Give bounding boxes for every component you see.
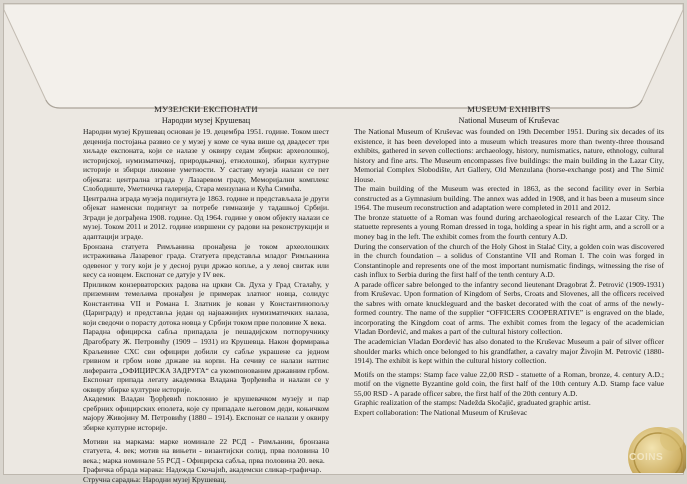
english-paragraph: The academician Vladan Đorđević has also donated to the Kruševac Museum a pair of silver officer shoulder marks which once belonged to his grandfather, a cavalry major Živojin M. Petrović (1880-1914). The exhibit is kept within the cultural history collection. [354, 337, 664, 366]
english-paragraph: The main building of the Museum was erected in 1863, as the second facility ever in Serbia constructed as a Gymnasium building. The annex was added in 1908, and it has been a museum since 1964. The museum reconstruction and adaptation were completed in 2011 and 2012. [354, 184, 664, 213]
english-text-column [354, 104, 664, 417]
serbian-heading: МУЗЕЈСКИ ЕКСПОНАТИ [154, 104, 258, 114]
english-paragraph: The National Museum of Kruševac was founded on 19th December 1951. During six decades of its existence, it has been developed into a museum which treasures more than twenty-three thousand exhibits, gathered in seven collections: archaeology, history, numismatics, nature, ethnology, cultural history and fine arts. The Museum encompasses five buildings: the main building in the Lazar City, Memorial Complex Slobodište, Art Gallery, Old Menzulana (horse-exchange post) and The Simić House. [354, 127, 664, 184]
english-paragraph: During the conservation of the church of the Holy Ghost in Stalać City, a golden coin was discovered in the church foundation – a solidus of Constantine VII and Roman I. The coin was forged in Constantinople and represents one of the most important numismatic findings, witnessing the rise of cash influx to Serbia during the first half of the tenth century A.D. [354, 241, 664, 280]
serbian-paragraph: Централна зграда музеја подигнута је 1863. године и представљала је други објекат наменски подигнут за потребе гимназије у тадашњој Србији. Згради је дограђена 1908. године. Од 1964. године у овом објекту налази се музеј. Током 2011 и 2012. године извршени су радови на реконструкцији и адаптацији зграде. [83, 193, 329, 242]
coin-icon [602, 417, 686, 473]
english-subheading: National Museum of Kruševac [458, 116, 560, 125]
serbian-paragraph: Приликом конзерваторских радова на цркви Св. Духа у Град Сталаћу, у приземним темељима пронађен је примерак златног новца, солидус Константина VII и Романа I. Златник је кован у Константинопољу (Цариграду) и представља један од најважнијих нумизматичких налаза, који сведочи о порасту дотока новца у Србији током прве половине X века. [83, 279, 329, 327]
serbian-paragraph: Академик Владан Ђорђевић поклонио је крушевачком музеју и пар сребрних официрских еполета, које су припадале његовом деди, коњичком мајору Живојину М. Петровићу (1880 – 1914). Експонат се налази у оквиру збирке културне историје. [83, 394, 329, 432]
english-expert-credit: Expert collaboration: The National Museum of Kruševac [354, 407, 528, 417]
serbian-paragraph: Парадна официрска сабља припадала је пешадијском потпоручнику Драгобрату Ж. Петровићу (1909 – 1931) из Крушевца. Након формирања Краљевине СХС сви официри добили су сабље украшене са једном гривном и грбом нове државе на корпи. На сечиву се налази натпис лиферанта „ОФИЦИРСКА ЗАДРУГА“ са укомпонованим државним грбом. Експонат припада легату академика Владана Ђорђевића и налази се у оквиру збирке културне историје. [83, 327, 329, 394]
serbian-paragraph: Народни музеј Крушевац основан је 19. децембра 1951. године. Током шест деценија постојања развио се у музеј у коме се чува више од двадесет три хиљаде експоната, који се налазе у оквиру седам збирки: археолошкој, историјској, нумизматичкој, природњачкој, етнолошкој, збирки културне историје и збирци ликовне уметности. У саставу музеја налази се пет објеката: централна зграда у Лазаревом граду, Меморијални комплекс Слободиште, Уметничка галерија, Стара мензулана и Кућа Симића. [83, 127, 329, 194]
english-graphic-credit: Graphic realization of the stamps: Nadežda Skočajić, graduated graphic artist. [354, 398, 591, 408]
serbian-subheading: Народни музеј Крушевац [161, 116, 251, 125]
english-stamp-motifs: Motifs on the stamps: Stamp face value 22,00 RSD - statuette of a Roman, bronze, 4. century A.D.; motif on the vignette Byzantine gold coin, the first half of the 10th century A.D. Stamp face value 55,00 RSD - A parade officer sabre, the first half of the 20th century A.D. [354, 369, 664, 398]
watermark-text: COINS [629, 452, 664, 463]
serbian-expert-credit: Стручна сарадња: Народни музеј Крушевац. [83, 474, 227, 484]
english-heading: MUSEUM EXHIBITS [467, 104, 551, 114]
serbian-graphic-credit: Графичка обрада марака: Надежда Скочајић, академски сликар-графичар. [83, 465, 322, 475]
english-paragraph: The bronze statuette of a Roman was found during archaeological research of the Lazar City. The statuette represents a young Roman dressed in toga, holding a spear in his right arm, and a scroll or a money bag in the left. The exhibit comes from the fourth century A.D. [354, 212, 664, 242]
coin-watermark-logo [602, 417, 686, 473]
serbian-paragraph: Бронзана статуета Римљанина пронађена је током археолошких истраживања Лазаревог града. Статуета представља младог Римљанина одевеног у тогу који је у десној руци држао копље, а у левој свитак или кесу са новцем. Експонат се датује у IV век. [83, 241, 329, 280]
serbian-stamp-motifs: Мотиви на маркама: марке номинале 22 РСД - Римљанин, бронзана статуета, 4. век; мотив на вињети - византијски солид, прва половина 10 века.; марка номинале 55 РСД - Официрска сабља, прва половина 20. века. [83, 436, 329, 465]
serbian-text-column [83, 104, 329, 484]
english-paragraph: A parade officer sabre belonged to the infantry second lieutenant Dragobrat Ž. Petrović (1909-1931) from Kruševac. Upon formation of Kingdom of Serbs, Croats and Slovenes, all the officers received the sabres with ornate knuckleguard and the basket decorated with the coat of arms of the newly-formed country. The name of the supplier “OFFICERS COOPERATIVE” is engraved on the blade, incorporating the Kingdom coat of arms. The exhibit comes from the legacy of the academician Vladan Đorđević, and makes a part of the cultural history collection. [354, 279, 664, 337]
